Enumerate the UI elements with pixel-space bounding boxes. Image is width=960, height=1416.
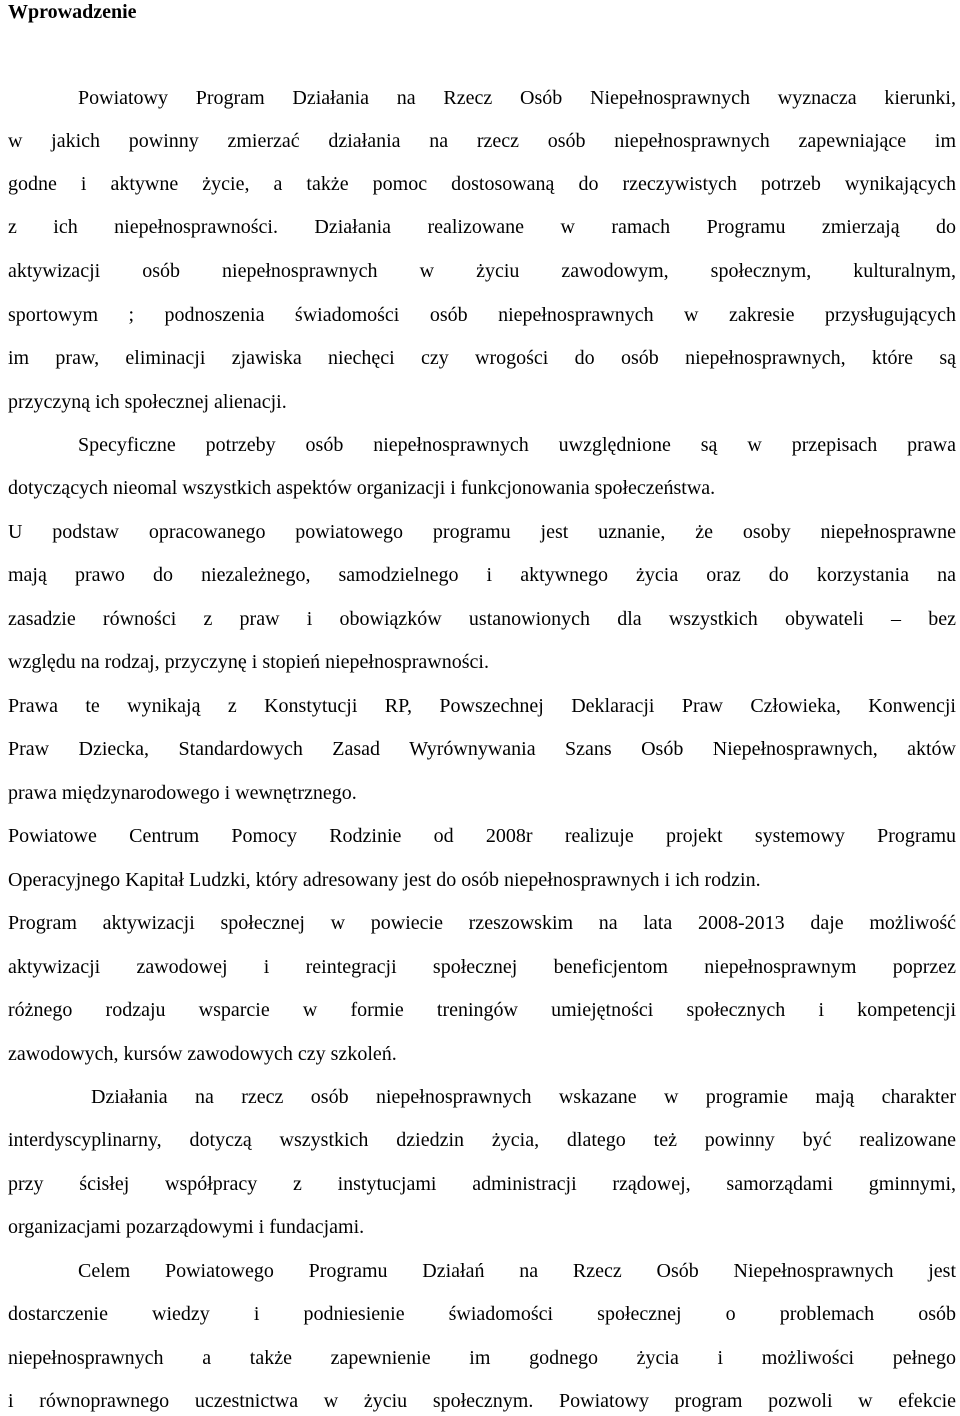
paragraph-line: godne i aktywne życie, a także pomoc dostosowaną do rzeczywistych potrzeb wynikających: [8, 173, 956, 195]
paragraph-line: Powiatowy Program Działania na Rzecz Osób Niepełnosprawnych wyznacza kierunki,: [78, 87, 956, 109]
paragraph-line: prawa międzynarodowego i wewnętrznego.: [8, 782, 357, 804]
paragraph-line: mają prawo do niezależnego, samodzielnego i aktywnego życia oraz do korzystania na: [8, 564, 956, 586]
paragraph-line: organizacjami pozarządowymi i fundacjami.: [8, 1216, 365, 1238]
paragraph-line: w jakich powinny zmierzać działania na rzecz osób niepełnosprawnych zapewniające im: [8, 130, 956, 152]
paragraph-line: U podstaw opracowanego powiatowego programu jest uznanie, że osoby niepełnosprawne: [8, 521, 956, 543]
paragraph-line: Powiatowe Centrum Pomocy Rodzinie od 2008r realizuje projekt systemowy Programu: [8, 825, 956, 847]
paragraph-line: Operacyjnego Kapitał Ludzki, który adresowany jest do osób niepełnosprawnych i ich rodzin.: [8, 869, 761, 891]
paragraph-line: aktywizacji zawodowej i reintegracji społecznej beneficjentom niepełnosprawnym poprzez: [8, 956, 956, 978]
paragraph-line: zasadzie równości z praw i obowiązków ustanowionych dla wszystkich obywateli – bez: [8, 608, 956, 630]
paragraph-line: Praw Dziecka, Standardowych Zasad Wyrównywania Szans Osób Niepełnosprawnych, aktów: [8, 738, 956, 760]
paragraph-line: Program aktywizacji społecznej w powiecie rzeszowskim na lata 2008-2013 daje możliwość: [8, 912, 956, 934]
paragraph-line: niepełnosprawnych a także zapewnienie im godnego życia i możliwości pełnego: [8, 1347, 956, 1369]
paragraph-line: zawodowych, kursów zawodowych czy szkoleń.: [8, 1043, 397, 1065]
paragraph-line: dostarczenie wiedzy i podniesienie świadomości społecznej o problemach osób: [8, 1303, 956, 1325]
paragraph-line: z ich niepełnosprawności. Działania realizowane w ramach Programu zmierzają do: [8, 216, 956, 238]
paragraph-line: im praw, eliminacji zjawiska niechęci czy wrogości do osób niepełnosprawnych, które są: [8, 347, 956, 369]
paragraph-line: aktywizacji osób niepełnosprawnych w życiu zawodowym, społecznym, kulturalnym,: [8, 260, 956, 282]
paragraph-line: Specyficzne potrzeby osób niepełnosprawnych uwzględnione są w przepisach prawa: [78, 434, 956, 456]
paragraph-line: i równoprawnego uczestnictwa w życiu społecznym. Powiatowy program pozwoli w efekcie: [8, 1390, 956, 1412]
paragraph-line: dotyczących nieomal wszystkich aspektów organizacji i funkcjonowania społeczeństwa.: [8, 477, 716, 499]
paragraph-line: przyczyną ich społecznej alienacji.: [8, 391, 287, 413]
paragraph-line: Prawa te wynikają z Konstytucji RP, Powszechnej Deklaracji Praw Człowieka, Konwencji: [8, 695, 956, 717]
paragraph-line: sportowym ; podnoszenia świadomości osób niepełnosprawnych w zakresie przysługujących: [8, 304, 956, 326]
paragraph-line: Działania na rzecz osób niepełnosprawnych wskazane w programie mają charakter: [91, 1086, 956, 1108]
page-title: Wprowadzenie: [8, 1, 137, 23]
paragraph-line: różnego rodzaju wsparcie w formie treningów umiejętności społecznych i kompetencji: [8, 999, 956, 1021]
paragraph-line: interdyscyplinarny, dotyczą wszystkich dziedzin życia, dlatego też powinny być realizowane: [8, 1129, 956, 1151]
paragraph-line: względu na rodzaj, przyczynę i stopień niepełnosprawności.: [8, 651, 489, 673]
paragraph-line: przy ścisłej współpracy z instytucjami administracji rządowej, samorządami gminnymi,: [8, 1173, 956, 1195]
paragraph-line: Celem Powiatowego Programu Działań na Rzecz Osób Niepełnosprawnych jest: [78, 1260, 956, 1282]
